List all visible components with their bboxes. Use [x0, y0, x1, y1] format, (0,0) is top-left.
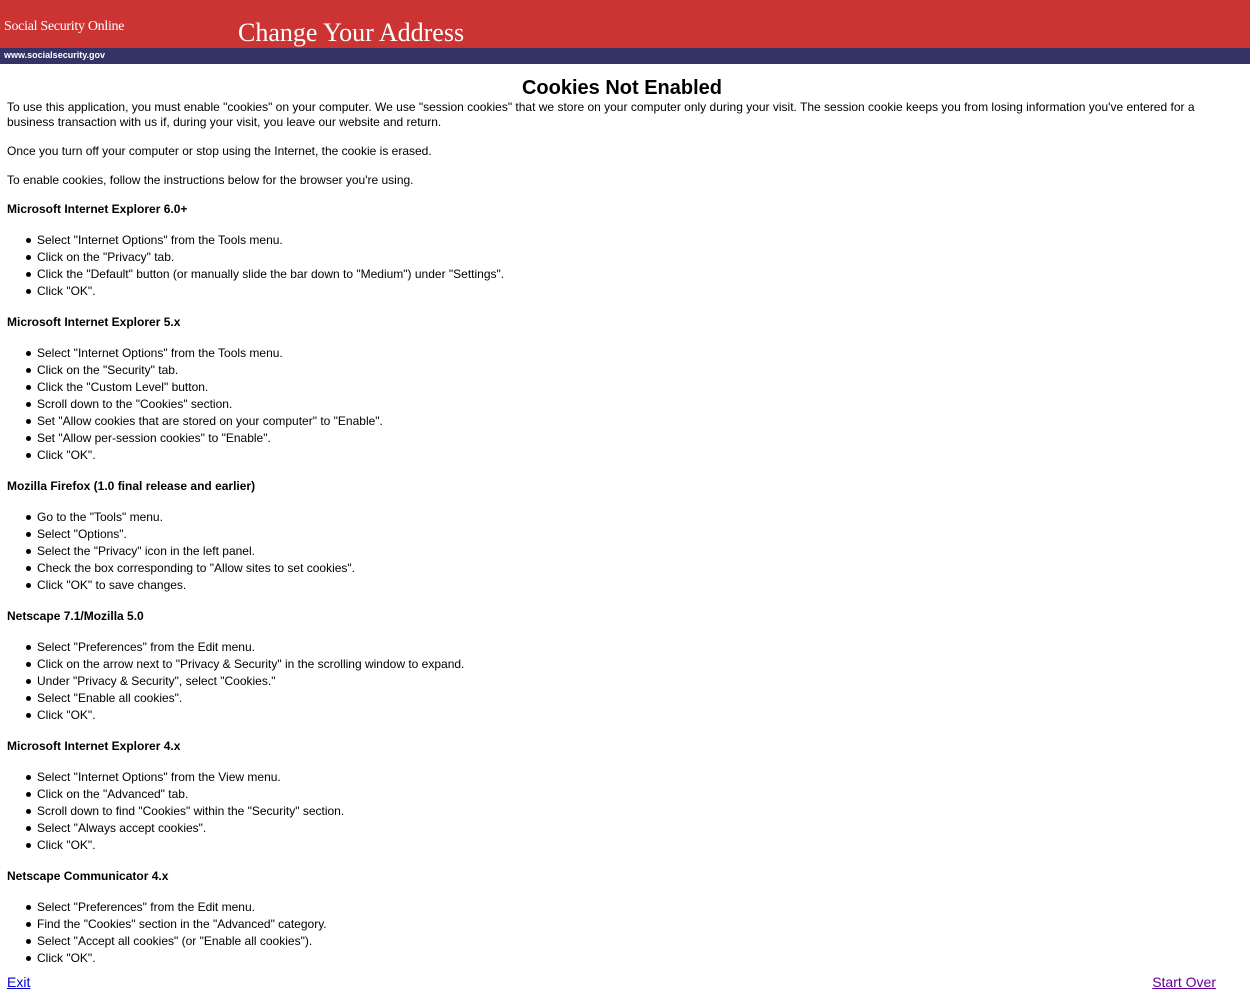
list-item: Click "OK".	[37, 283, 1237, 300]
list-item: Click "OK".	[37, 447, 1237, 464]
section-title: Microsoft Internet Explorer 4.x	[7, 739, 181, 753]
app-title: Change Your Address	[238, 18, 465, 47]
list-item: Scroll down to the "Cookies" section.	[37, 396, 1237, 413]
section-title: Netscape 7.1/Mozilla 5.0	[7, 609, 144, 623]
list-item: Click "OK" to save changes.	[37, 577, 1237, 594]
exit-link[interactable]: Exit	[7, 974, 31, 990]
section-title: Netscape Communicator 4.x	[7, 869, 169, 883]
list-item: Click "OK".	[37, 707, 1237, 724]
list-item: Click the "Default" button (or manually slide the bar down to "Medium") under "Settings".	[37, 266, 1237, 283]
intro-text: To use this application, you must enable "cookies" on your computer. We use "session cookies" that we store on your computer only during your visit. The session cookie keeps you from losing information you've entered for a business transaction with us if, during your visit, you leave our website and return.	[7, 100, 1195, 129]
list-item: Click on the arrow next to "Privacy & Security" in the scrolling window to expand.	[37, 656, 1237, 673]
list-item: Click on the "Security" tab.	[37, 362, 1237, 379]
list-item: Select "Enable all cookies".	[37, 690, 1237, 707]
list-item: Go to the "Tools" menu.	[37, 509, 1237, 526]
footer-links	[7, 974, 1216, 992]
section-title: Microsoft Internet Explorer 6.0+	[7, 202, 188, 216]
list-item: Select "Accept all cookies" (or "Enable all cookies").	[37, 933, 1237, 950]
instructions-note: To enable cookies, follow the instructions below for the browser you're using.	[7, 173, 414, 187]
section-title: Microsoft Internet Explorer 5.x	[7, 315, 181, 329]
list-item: Select "Internet Options" from the View menu.	[37, 769, 1237, 786]
steps-list	[7, 345, 1237, 464]
list-item: Select "Internet Options" from the Tools menu.	[37, 345, 1237, 362]
main-content	[7, 76, 1237, 982]
list-item: Click "OK".	[37, 950, 1237, 967]
site-name: Social Security Online	[4, 19, 125, 34]
list-item: Under "Privacy & Security", select "Cookies."	[37, 673, 1237, 690]
header-banner	[0, 0, 1250, 48]
list-item: Click on the "Advanced" tab.	[37, 786, 1237, 803]
list-item: Select "Always accept cookies".	[37, 820, 1237, 837]
list-item: Find the "Cookies" section in the "Advanced" category.	[37, 916, 1237, 933]
erase-note: Once you turn off your computer or stop using the Internet, the cookie is erased.	[7, 144, 432, 158]
section-title: Mozilla Firefox (1.0 final release and earlier)	[7, 479, 256, 493]
start-over-link[interactable]: Start Over	[1152, 974, 1216, 990]
list-item: Select "Preferences" from the Edit menu.	[37, 899, 1237, 916]
list-item: Click the "Custom Level" button.	[37, 379, 1237, 396]
list-item: Select "Preferences" from the Edit menu.	[37, 639, 1237, 656]
list-item: Set "Allow per-session cookies" to "Enable".	[37, 430, 1237, 447]
list-item: Set "Allow cookies that are stored on your computer" to "Enable".	[37, 413, 1237, 430]
header-url-bar	[0, 48, 1250, 64]
site-url: www.socialsecurity.gov	[4, 50, 106, 60]
list-item: Click on the "Privacy" tab.	[37, 249, 1237, 266]
steps-list	[7, 509, 1237, 594]
page-title: Cookies Not Enabled	[521, 77, 723, 99]
list-item: Select "Options".	[37, 526, 1237, 543]
list-item: Select "Internet Options" from the Tools menu.	[37, 232, 1237, 249]
steps-list	[7, 769, 1237, 854]
list-item: Scroll down to find "Cookies" within the "Security" section.	[37, 803, 1237, 820]
list-item: Select the "Privacy" icon in the left panel.	[37, 543, 1237, 560]
list-item: Check the box corresponding to "Allow sites to set cookies".	[37, 560, 1237, 577]
list-item: Click "OK".	[37, 837, 1237, 854]
steps-list	[7, 639, 1237, 724]
steps-list	[7, 899, 1237, 967]
steps-list	[7, 232, 1237, 300]
browser-sections	[7, 202, 1237, 967]
